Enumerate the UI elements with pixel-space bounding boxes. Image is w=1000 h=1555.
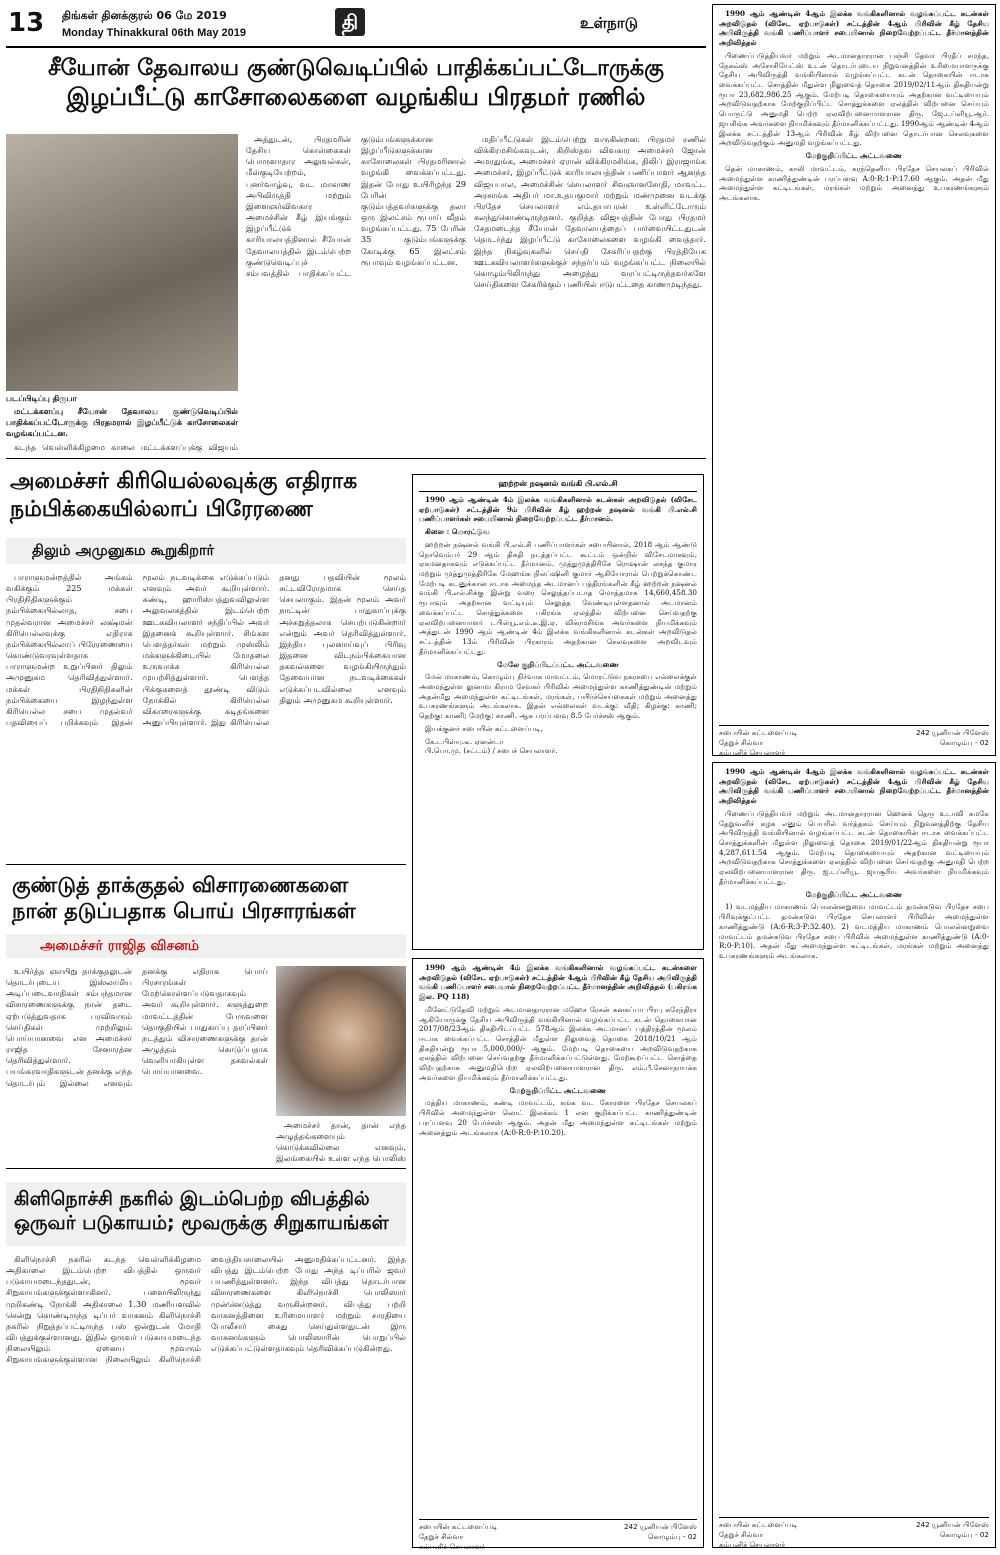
notice-ndb-center-city: கொழும்பு - 02 bbox=[647, 1532, 697, 1541]
notice-hnb-text bbox=[419, 495, 697, 931]
notice-hnb-schedule-title: மேலே குறிப்பிடப்பட்ட அட்டவணை bbox=[497, 659, 619, 669]
article-zion-church bbox=[6, 52, 706, 452]
article1-body-left bbox=[6, 406, 238, 452]
notice-ndb-right-top-signature: சபையின் கட்டளைப்படி bbox=[719, 728, 798, 737]
notice-ndb-center-signature: சபையின் கட்டளைப்படி bbox=[419, 1522, 498, 1531]
article3-headline-line1: குண்டுத் தாக்குதல் விசாரணைகளை bbox=[12, 873, 349, 897]
divider bbox=[6, 864, 406, 865]
article2-body bbox=[6, 572, 406, 852]
article3-text-right: அமைச்சர் தான், தான் எந்த அழுத்தங்களையும் கொடுக்கவில்லை எனவும், இலங்கையில் உள்ள எந்த பொலிஸ் bbox=[276, 1120, 406, 1164]
article1-headline bbox=[6, 54, 706, 112]
notice-ndb-right-top-sign-block bbox=[719, 728, 798, 758]
article3-photo bbox=[276, 966, 406, 1116]
article1-text-mid: அத்துடன், பிரதமரின் தேசிய கொள்கைகள் பொருளாதார அலுவல்கள், மீள்குடியேற்றம், புனர்வாழ்வு, வட மாகாண அபிவிருத்தி மற்றும் இளைஞர்விவகார அமைச்சின் கீழ் இயங்கும் இழப்பீட்டுக் காரியாலயத்தினால் சீயோன் தேவாலயத்தில் இடம்பெற்ற குண்டுவெடிப்புச் சம்பவத்தில் பாதிக்கப்பட்ட குடும்பங்களுக்கான இழப்பீடுகளுக்கான காசோலைகள் பிரதமரினால் வழங்கி வைக்கப்பட்டது. இதன் போது உயிரிழந்த 29 பேரின் குடும்பத்தவர்களுக்கு தலா ஒரு இலட்சம் ரூபாய் வீதம் வழங்கப்பட்டது. 75 பேரின் 35 குடும்பங்களுக்கு கோடிக்கு 65 இலட்சம் ரூபாவும் வழங்கப்பட்டன. bbox=[246, 134, 466, 278]
article1-text-right: மதிப்பீட்டுகள் இடம்பெற்று வருகின்றன. பிரதமர் ரணில் விக்கிரமசிங்கவுடன், கிறிஸ்தவ விவகார அமைச்சர் ஜோன் அமரதுங்க, அமைச்சர் ஏரான் விக்கிரமசிங்க, திலிப் இராஜாங்க அமைச்சர், இழப்பீட்டுக் காரியாலயத்தின் பணிப்பாளர் ஆனந்த விஜயபால, அமைச்சின் செயலாளர் சிவஞானசோதி, மாவட்ட அரசாங்க அதிபர் மா.உதயகுமார் மற்றும் மண்முனை வடக்கு பிரதேச செயலாளர் எம்.தயாபரன் உள்ளிட்டோரும் கலந்துகொண்டிருந்தனர். குறித்த விஜயத்தின் போது பிரதமர் சேதமடைந்த சீயோன் தேவாலயத்தைப் பார்வையிட்டதுடன் தொடர்ந்து இழப்பீட்டு காசோலைகளை வழங்கி வைத்தார். இந்த நிகழ்வுகளில் செய்தி சேகரிப்பதற்கு பிரத்தியேக ஊடகவியலாளர்களுக்குச் சந்தர்ப்பம் வழங்கப்பட்ட நிலையில் கொழும்பிலிருந்து அழைத்து வரப்பட்டிருந்தவர்களே செய்திகளை சேகரிக்கும் பணியில் ஈடுபட்டதை காணமுடிந்தது. bbox=[474, 134, 706, 290]
notice-ndb-right-top-intro: 1990 ஆம் ஆண்டின் 4ஆம் இலக்க வங்கிகளினால் வழங்கப்பட்ட கடன்கள் அறவிடுதல் (விசேட ஏற்பாடுகள்) சட்டத்தின் 4ஆம் பிரிவின் கீழ் தேசிய அபிவிருத்தி வங்கி பணிப்பாளர் சபையினால் நிறைவேற்றப்பட்ட தீர்மானத்தின் அறிவித்தல் bbox=[719, 9, 989, 48]
article-kilinochchi-accident bbox=[6, 1172, 406, 1550]
notice-ndb-right-bottom-address-block bbox=[916, 1520, 989, 1550]
notice-ndb-center-signatory: தேறுச் சில்வா bbox=[419, 1532, 464, 1541]
notice-ndb-right-bottom-schedule: 1) வடமத்திய மாகாணம் பொலன்னறுவை மாவட்டம் தமன்கடுவ பிரதேச சபை பிரிவுக்குட்பட்ட தமன்கடுவ பிரதேச செயலாளர் பிரிவின் அமைந்துள்ள காணித்துண்டு (A:6-R:3-P:32.40). 2) வடமத்திய மாகாணம் பொலன்னறுவை மாவட்டம் தமன்கடுவ பிரதேச சபை பிரிவில் அமைந்துள்ள காணித்துண்டு (A:0-R:0-P:10). அதன் மீது அமைந்துள்ள கட்டிடங்கள், மரங்கள் மற்றும் அனைத்து உபகரணங்களும் அடங்கலாக. bbox=[719, 902, 989, 960]
article4-headline-line2: ஒருவர் படுகாயம்; மூவருக்கு சிறுகாயங்கள் bbox=[14, 1211, 389, 1234]
notice-ndb-right-bottom-signatory: தேறுச் சில்வா bbox=[719, 1530, 764, 1539]
notice-ndb-right-top-address-block bbox=[916, 728, 989, 758]
notice-ndb-right-bottom-footer bbox=[719, 1517, 989, 1550]
notice-ndb-right-bottom-signature: சபையின் கட்டளைப்படி bbox=[719, 1520, 798, 1529]
notice-ndb-right-bottom-signatory-title: கம்பனிச் செயலாளர் bbox=[719, 1540, 786, 1549]
notice-ndb-right-top-signatory-title: கம்பனிச் செயலாளர் bbox=[719, 748, 786, 757]
article2-subhead: திலும் அமுனுகம கூறுகிறார் bbox=[6, 538, 406, 564]
notice-ndb-right-top bbox=[712, 4, 996, 756]
notice-ndb-center-text bbox=[419, 963, 697, 1519]
article1-photo-credit: படப்பிடிப்பு திருபா bbox=[6, 394, 77, 403]
article-rajitha bbox=[6, 868, 406, 1166]
notice-ndb-right-top-body: பிணைப்படுத்தியவர் மற்றும் அடமானதாரரான புஞ்சி தேவா பிரதீப் சமந்த, நேசுவ்ஸ் அசோசியேட்ஸ் உடன் தொடர்புடைய நிறுவனத்தின் உரிமையாளருக்கு தேசிய அபிவிருத்தி வங்கியினால் வழங்கப்பட்ட கடன் தொகையின் ஈடாக வைக்கப்பட்ட சொத்தின் மீதுள்ள நிலுவைத் தொகை 2019/02/11ஆம் திகதியன்று ரூபா 23,682,986.25 ஆகும். மேற்படி தொகையையும் அதற்கான வட்டியையும் அறவிடுவதற்காக மேற்குறிப்பிட்ட சொத்துக்களை ஏலத்தில் விற்பனை செய்யும் பொருட்டு அனுமதி பெற்ற ஏலவிற்பனையாளரான திரு. ஜே.டப்ளியூ.ஆர். ஜயசிங்க அவர்களை நியமிக்கவும் தீர்மானிக்கப்பட்டது. 1990ஆம் ஆண்டின் 4ஆம் இலக்க சட்டத்தின் 13ஆம் பிரிவின் கீழ் விற்பனை தொடர்பான செலவுகளை அறவிடுவதற்கும் அனுமதி வழங்கப்பட்டது. bbox=[719, 50, 989, 148]
notice-ndb-center-intro: 1990 ஆம் ஆண்டின் 4ம் இலக்க வங்கிகளினால் வழங்கப்பட்ட கடன்களை அறவிடுதல் (விசேட ஏற்பாடுகள்) சட்டத்தின் 4ஆம் பிரிவின் கீழ் தேசிய அபிவிருத்தி வங்கி பணிப்பாளர் சபையால் நிறைவேற்றப்பட்ட தீர்மானத்தின் அறிவித்தல் (பகிரங்க இல. PQ 118) bbox=[419, 963, 697, 1002]
notice-ndb-right-top-signatory: தேறுச் சில்வா bbox=[719, 738, 764, 747]
article1-body-right bbox=[474, 134, 706, 452]
article3-body-right bbox=[276, 1120, 406, 1166]
header-date-tamil: திங்கள் தினக்குரல் 06 மே 2019 bbox=[62, 9, 227, 22]
article1-headline-line2: இழப்பீட்டு காசோலைகளை வழங்கிய பிரதமர் ரணில் bbox=[66, 83, 646, 112]
notice-ndb-center-address: 242 யூனியன் பிளேஸ் bbox=[623, 1522, 697, 1531]
notice-ndb-center-sign-block bbox=[419, 1522, 498, 1552]
divider bbox=[6, 458, 706, 459]
notice-ndb-center-schedule: மத்திய மாகாணம், கண்டி மாவட்டம், கங்க வட கோரளை பிரதேச செயலகப் பிரிவில் அமைந்துள்ள லொட் இலக்கம் 1 என குறிக்கப்பட்ட காணித்துண்டின் பரப்பளவு 20 பேர்ச்சஸ் ஆகும். அதன் மீது அமைந்துள்ள கட்டிடங்கள் மற்றும் அனைத்தும் அடங்கலாக (A:0-R:0-P:10.20). bbox=[419, 1098, 697, 1137]
article2-headline-line1: அமைச்சர் கிரியெல்லவுக்கு எதிராக bbox=[10, 469, 358, 494]
article1-caption: மட்டக்களப்பு சீயோன் தேவாலய குண்டுவெடிப்பில் பாதிக்கப்பட்டோருக்கு பிரதமரால் இழப்பீட்டுக் காசோலைகள் வழங்கப்பட்டன. bbox=[6, 406, 238, 439]
notice-ndb-right-top-address: 242 யூனியன் பிளேஸ் bbox=[915, 728, 989, 737]
notice-ndb-right-bottom-body: பிணைப்படுத்தியவர் மற்றும் அடமானதாரரான ஹெனக் தெரு உடாவி கமகே தேறுவனிச் கழக எனும் பெயரில் வர்த்தகம் செய்யும் நிறுவனத்திற்கு தேசிய அபிவிருத்தி வங்கியினால் வழங்கப்பட்ட கடன் தொகையின் ஈடாக வைக்கப்பட்ட சொத்துக்களின் மீதுள்ள நிலுவைத் தொகை 2019/01/22ஆம் திகதியன்று ரூபா 4,287,611.54 ஆகும். மேற்படி தொகையையும் அதற்கான வட்டியையும் அறவிடுவதற்காக சொத்துக்களை ஏலத்தில் விற்பனை செய்வதற்கு அனுமதி பெற்ற ஏலவிற்பனையாளரான திரு. ஐ.டப்ளியூ. ஜயசூரிய அவர்களை நியமிக்கவும் தீர்மானிக்கப்பட்டது. bbox=[719, 808, 989, 886]
notice-ndb-right-bottom-intro: 1990 ஆம் ஆண்டின் 4ஆம் இலக்க வங்கிகளினால் வழங்கப்பட்ட கடன்கள் அறவிடுதல் (விசேட ஏற்பாடுகள்) சட்டத்தின் 4ஆம் பிரிவின் கீழ் தேசிய அபிவிருத்தி வங்கி பணிப்பாளர் சபையினால் நிறைவேற்றப்பட்ட தீர்மானத்தின் அறிவித்தல் bbox=[719, 767, 989, 806]
notice-hnb-signatory: கே.டபிள்யு.டீ. ஏனன்டா bbox=[425, 736, 504, 746]
notice-ndb-center-body: மினேட்டுதேவி மற்றும் அடமானதாரரான மஹேச ரேசன் கனகப்பா பிரபு சுரேந்திரா ஆகியோருக்கு தேசிய அபிவிருத்தி வங்கியினால் வழங்கப்பட்ட கடன் தொகையான 2017/08/23ஆம் திகதியிடப்பட்ட 578ஆம் இலக்க அடமானப் பத்திரத்தின் மூலம் ஈடாக வைக்கப்பட்ட சொத்தின் மீதுள்ள நிலுவைத் தொகை 2018/10/21 ஆம் திகதியன்று ரூபா 5,000,000/- ஆகும். மேற்படி தொகையை அறவிடுவதற்காக ஏலத்தில் விற்பனை செய்வதற்கு தீர்மானிக்கப்பட்டுள்ளது. மேற்கூறப்பட்ட சொத்தை விற்பதற்காக அனுமதிபெற்ற ஏலவிற்பனையாளரான திரு. எம்.பீ.சேனாநாயக்க அவர்களை நியமிக்கவும் தீர்மானிக்கப்பட்டது. bbox=[419, 1004, 697, 1082]
notice-ndb-right-top-city: கொழும்பு - 02 bbox=[939, 738, 989, 747]
notice-ndb-right-bottom bbox=[712, 762, 996, 1548]
article4-headline-line1: கிளிநொச்சி நகரில் இடம்பெற்ற விபத்தில் bbox=[14, 1188, 370, 1210]
article1-body-mid bbox=[246, 134, 466, 452]
article3-body-left bbox=[6, 966, 268, 1164]
notice-ndb-right-bottom-sign-block bbox=[719, 1520, 798, 1550]
notice-hnb-intro: 1990 ஆம் ஆண்டின் 4ம் இலக்க வங்கிகளினால் கடன்கள் அறவிடுதல் (விசேட ஏற்பாடுகள்) சட்டத்தின் 9ம் பிரிவின் கீழ் ஹற்றன் நஷனல் வங்கி பி.எல்.சி பணிப்பாளர்கள் சபையினால் நிறைவேற்றப்பட்ட தீர்மானம். bbox=[419, 495, 697, 524]
header-rule bbox=[6, 46, 706, 48]
article1-photo bbox=[6, 134, 238, 391]
notice-ndb-right-bottom-city: கொழும்பு - 02 bbox=[939, 1530, 989, 1539]
article3-headline bbox=[12, 872, 408, 925]
divider bbox=[6, 1168, 406, 1169]
notice-ndb-center bbox=[412, 958, 704, 1551]
article4-body bbox=[6, 1254, 406, 1550]
notice-hnb bbox=[412, 474, 704, 950]
notice-ndb-right-top-text bbox=[719, 9, 989, 725]
notice-ndb-right-top-schedule-title: மேற்குறிப்பிட்ட அட்டவணை bbox=[805, 151, 903, 161]
article1-text-left: கடந்த வெள்ளிக்கிழமை காலை மட்டக்களப்புக்கு விஜயம் bbox=[14, 442, 238, 452]
header-date-english: Monday Thinakkural 06th May 2019 bbox=[62, 27, 247, 39]
notice-hnb-body: ஹற்றன் நஷனல் வங்கி பி.எல்.சி பணிப்பாளர்கள் சபையினால், 2018 ஆம் ஆண்டு நொவெம்பர் 29 ஆம் திகதி நடத்தப்பட்ட கூட்டம் ஒன்றில் விசேடமாகவும், ஏகமனதாகவும் எடுக்கப்பட்ட தீர்மானம். முத்துமுத்திரிகே ரொஷான் லசந்த குமார மற்றும் முத்துமுத்திரிகே மேஹங்க நிலப்ஷினி குமார் ஆகியோரால் பெற்றுக்கொண்ட மேற்படி கடனுக்கான ஈடாக அமைந்த அடமானப் பத்திரங்களின் கீழ் ஹற்றன் நஷனல் வங்கி பி.எல்.சிக்கு இன்று வரை செலுத்தப்படாத மொத்தமாக 14,660,458.30 ரூபாவும் அதற்கான வட்டியும் செலுத்த வேண்டியுள்ளதனால் அடமானம் வைக்கப்பட்ட சொத்துக்களை பகிரங்க ஏலத்தில் விற்பனை செய்வதற்கு ஏலவிற்பனையாளர் டபிள்யூ.எம்.டீ.இ.ஏ. விக்ரமசிங்க அவர்களை நியமிக்கவும் அத்துடன் 1990 ஆம் ஆண்டின் 4ம் இலக்க வங்கிகளினால் கடன்கள் அறவிடுதல் சட்டத்தின் 13ம் பிரிவின் பிரகாரம் அதற்கான செலவுகளை அறவிடவும் தீர்மானிக்கப்பட்டது. bbox=[419, 539, 697, 656]
article3-headline-line2: நான் தடுப்பதாக பொய் பிரசாரங்கள் bbox=[12, 899, 356, 924]
section-title: உள்நாடு bbox=[580, 14, 638, 32]
notice-hnb-schedule: மேல் மாகாணம், கொழும்பு நிர்வாக மாவட்டம், மொரட்டுவ நகரசபை எல்லைக்குள் அமைந்துள்ள லுனாவ கிராம சேவகர் பிரிவில் அமைந்துள்ள காணித்துண்டின் மற்றும் அதன்மீது அமைந்துள்ள கட்டிடங்கள், மரங்கள், பயிர்ச்செய்கைகள் மற்றும் அனைத்து உபகரணங்களும் அடங்கலாக. இதன் எல்லைகள் வடக்கு: வீதி; கிழக்கு: காணி; தெற்கு: காணி; மேற்கு: காணி. ஆக பரப்பளவு 8.5 பேர்ச்சஸ் ஆகும். bbox=[419, 672, 697, 721]
notice-hnb-signature: இயக்குனர் சபையின் கட்டளைப்படி, bbox=[425, 723, 543, 733]
article2-headline bbox=[10, 468, 410, 523]
notice-ndb-right-bottom-schedule-title: மேற்குறிப்பிட்ட அட்டவணை bbox=[805, 889, 903, 899]
article1-headline-line1: சீயோன் தேவாலய குண்டுவெடிப்பில் பாதிக்கப்பட்டோருக்கு bbox=[47, 55, 664, 81]
article3-text-left: உயிர்த்த ஞாயிறு தாக்குதலுடன் தொடர்புடைய இஸ்லாமிய அடிப்படைவாதிகள் சம்பந்தமான விசாரணைகளுக்கு நான் தடை ஏற்படுத்துவதாக பரவிவரும் செய்திகள் முற்றிலும் பொய்யானவை என அமைச்சர் ராஜித சேனாரத்ன தெரிவித்துள்ளார். பயங்கரவாதிகளுடன் தனக்கு எந்த தொடர்பும் இல்லை எனவும் தனக்கு எதிராக பொய் பிரசாரங்கள் மேற்கொள்ளப்படுவதாகவும் அவர் கூறியுள்ளார். களுத்துறை மாவட்டத்தின் பேருவளை தொகுதியில் பாதுகாப்பு தரப்பினர் நடத்தும் விசாரணைகளுக்கு தான் அழுத்தம் கொடுப்பதாக வெளியாகியுள்ள தகவல்கள் பொய்யானவை. bbox=[6, 966, 268, 1088]
article-kiriella-motion bbox=[6, 464, 406, 860]
newspaper-logo-icon: தி bbox=[335, 8, 365, 36]
notice-ndb-center-signatory-title: கம்பனிச் செயலாளர் bbox=[419, 1542, 486, 1551]
notice-ndb-right-bottom-address: 242 யூனியன் பிளேஸ் bbox=[915, 1520, 989, 1529]
article3-subhead: அமைச்சர் ராஜித விசனம் bbox=[6, 934, 406, 958]
notice-hnb-signatory-title: பி.பொ.மு. (சட்டம்) / சபைச் செயலாளர். bbox=[425, 746, 558, 756]
notice-ndb-center-address-block bbox=[624, 1522, 697, 1552]
article2-headline-line2: நம்பிக்கையில்லாப் பிரேரணை bbox=[10, 496, 313, 522]
notice-ndb-center-footer bbox=[419, 1519, 697, 1552]
notice-ndb-center-schedule-title: மேற்குறிப்பிட்ட அட்டவணை bbox=[509, 1085, 607, 1095]
article4-text: கிளிநொச்சி நகரில் கடந்த வெள்ளிக்கிழமை அதிகாலை இடம்பெற்ற விபத்தில் ஒருவர் படுகாயமடைந்ததுடன், மூவர் சிறுகாயங்களுக்குள்ளாகினர். பளையிலிருந்து முறிகண்டி நோக்கி அதிகாலை 1.30 மணியளவில் சென்று கொண்டிருந்த டிப்பர் வாகனம் கிளிநொச்சி நகரில் நிறுத்தப்பட்டிருந்த பஸ் ஒன்றுடன் மோதி விபத்துக்குள்ளானது. இதில் ஒருவர் படுகாயமடைந்த நிலையிலும் ஏனைய மூவரும் சிறுகாயங்களுக்குள்ளான நிலையிலும் கிளிநொச்சி வைத்தியசாலையில் அனுமதிக்கப்பட்டனர். இந்த விபத்து இடம்பெற்ற போது அந்த டிப்பரில் ஜவர் பயணித்துள்ளனர். இந்த விபத்து தொடர்பான விசாரணைகளை கிளிநொச்சி பொலிஸார் முன்னெடுத்து வருகின்றனர். விபத்து பற்றி வாகனத்தினை உரிமையாளர் மற்றும் சாரதியை போலீசார் கைது செய்துள்ளதுடன் இரு வாகனங்களும் பொலிஸாரின் பொறுப்பில் எடுக்கப்பட்டுள்ளதாகவும் தெரிவிக்கப்படுகின்றது. bbox=[6, 1254, 406, 1365]
notice-ndb-right-bottom-text bbox=[719, 767, 989, 1517]
notice-hnb-subtitle: கிளை : மொரட்டுவ bbox=[425, 527, 490, 537]
page-number: 13 bbox=[8, 8, 45, 38]
article4-headline bbox=[6, 1182, 406, 1246]
notice-ndb-right-top-footer bbox=[719, 725, 989, 758]
article2-text: பாராளுமன்றத்தில் அங்கம் வகிக்கும் 225 மக்கள் பிரதிநிதிகளுக்கும் நம்பிக்கையில்லாத, சபை முதல்வரான அமைச்சர் லக்ஷ்மன் கிரியெல்லவுக்கு எதிராக நம்பிக்கையில்லாப் பிரேரணையை கொண்டுவரவுள்ளதாக பாராளுமன்ற உறுப்பினர் திலும் அமுனுகம தெரிவித்துள்ளார். மக்கள் பிரதிநிதிகளின் நம்பிக்கையை இழந்துள்ள கிரியெல்ல சபை முதல்வர் பதவியைப் பறிக்கவும் இதன் மூலம் நடவடிக்கை எடுக்கப்படும் எனவும் அவர் கூறியுள்ளார். கண்டி, ஹாரிஸ்பத்துவவிலுள்ள அலுவலகத்தில் இடம்பெற்ற ஊடகவியலாளர் சந்திப்பில் அவர் இதனைக் கூறியுள்ளார். சிங்கள பௌத்தர்கள் மற்றும் முஸ்லிம் மக்களுக்கிடையில் மோதலை உருவாக்க கிரியெல்ல முயற்சித்துள்ளார். பௌத்த பிக்குகளைத் தூண்டி விடும் நோக்கில் கிரியெல்ல விகாரைகளுக்கு கடிதங்களை அனுப்பியுள்ளார். இது கிரியெல்ல தனது பதவியின் மூலம் சட்டவிரோதமாக செய்த செயலாகும். இதன் மூலம் அவர் நாட்டின் பாதுகாப்புக்கு அச்சுறுத்தலாக செயற்படுகின்றார் என்றும் அவர் தெரிவித்துள்ளார். இந்திய புலனாய்வுப் பிரிவு இதனை விடநம்பிக்கையான தகவல்களை வழங்கியிருந்தும் தேவையான நடவடிக்கைகள் எடுக்கப்படவில்லை எனவும் திலும் அமுனுகம கூறியுள்ளார். bbox=[6, 572, 406, 728]
notice-ndb-right-top-schedule: தென் மாகாணம், காலி மாவட்டம், கரந்தெனிய பிரதேச செயலகப் பிரிவில் அமைந்துள்ள காணித்துண்டின் பரப்பளவு A:0-R:1-P:17.60 ஆகும். அதன் மீது அமைந்துள்ள கட்டிடங்கள், மரங்கள் மற்றும் அனைத்து உபகரணங்களும் அடங்கலாக. bbox=[719, 163, 989, 202]
page-header bbox=[0, 0, 710, 48]
notice-hnb-title: ஹற்றன் நஷனல் வங்கி பி.எல்.சி bbox=[419, 479, 697, 492]
